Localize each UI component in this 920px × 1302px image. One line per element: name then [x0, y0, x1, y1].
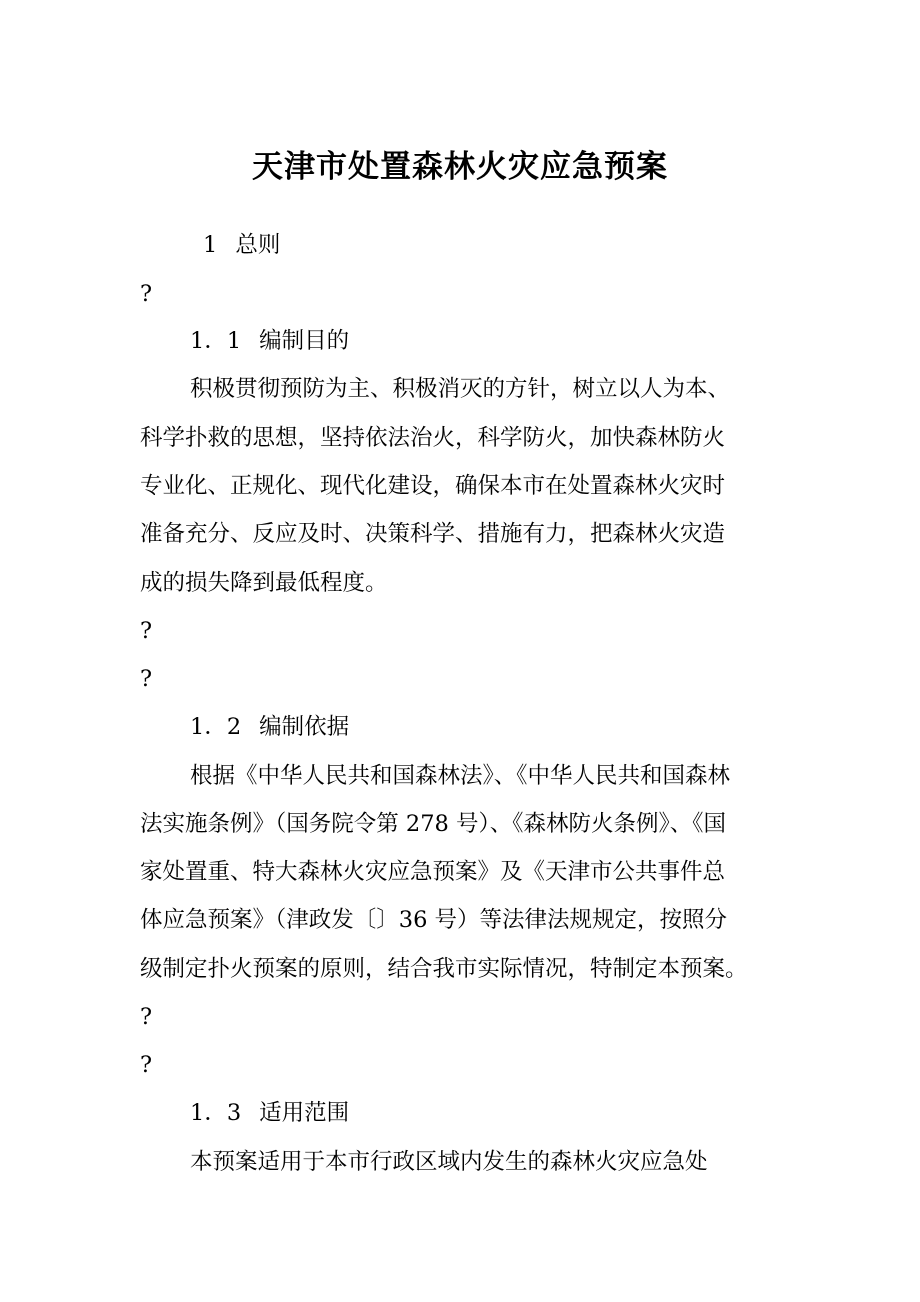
paragraph-line: 级制定扑火预案的原则，结合我市实际情况，特制定本预案。 [140, 956, 748, 982]
section-heading-1-3 [190, 1097, 349, 1129]
placeholder-mark: ? [140, 1004, 153, 1030]
placeholder-mark: ? [140, 1052, 153, 1078]
section-number: 1 [203, 232, 218, 258]
paragraph-line: 体应急预案》（津政发〔〕36 号）等法律法规规定，按照分 [140, 907, 728, 933]
section-number: 1．1 [190, 328, 242, 354]
paragraph-line: 根据《中华人民共和国森林法》、《中华人民共和国森林 [190, 763, 731, 789]
section-title: 总则 [235, 232, 281, 258]
section-heading-1 [203, 229, 280, 261]
section-number: 1．2 [190, 714, 242, 740]
paragraph-line: 准备充分、反应及时、决策科学、措施有力，把森林火灾造 [140, 521, 726, 547]
paragraph-line: 本预案适用于本市行政区域内发生的森林火灾应急处 [190, 1149, 708, 1175]
section-number: 1．3 [190, 1100, 242, 1126]
placeholder-mark: ? [140, 618, 153, 644]
section-title: 编制依据 [259, 714, 350, 740]
paragraph-line: 专业化、正规化、现代化建设，确保本市在处置森林火灾时 [140, 473, 726, 499]
section-heading-1-2 [190, 711, 349, 743]
paragraph-line: 成的损失降到最低程度。 [140, 570, 388, 596]
placeholder-mark: ? [140, 281, 153, 307]
paragraph-line: 科学扑救的思想，坚持依法治火，科学防火，加快森林防火 [140, 425, 726, 451]
paragraph-line: 法实施条例》（国务院令第 278 号）、《森林防火条例》、《国 [140, 811, 727, 837]
section-heading-1-1 [190, 325, 349, 357]
section-title: 编制目的 [259, 328, 350, 354]
paragraph-line: 积极贯彻预防为主、积极消灭的方针，树立以人为本、 [190, 376, 731, 402]
document-title: 天津市处置森林火灾应急预案 [252, 149, 668, 185]
paragraph-line: 家处置重、特大森林火灾应急预案》及《天津市公共事件总 [140, 859, 726, 885]
section-title: 适用范围 [259, 1100, 350, 1126]
placeholder-mark: ? [140, 666, 153, 692]
